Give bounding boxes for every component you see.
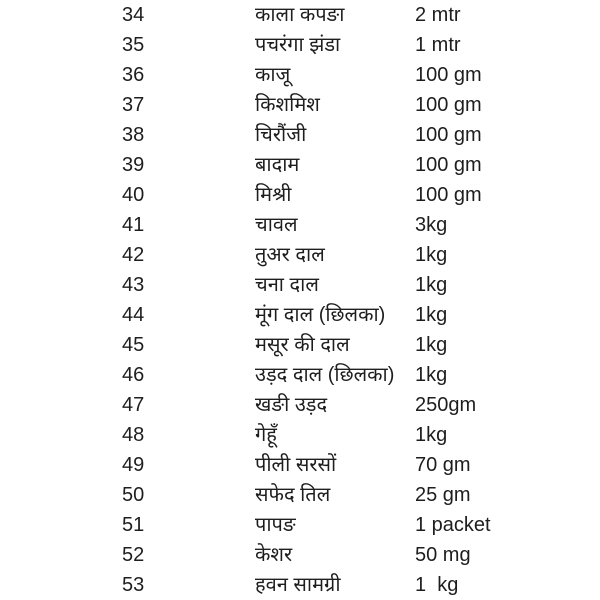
- table-row: [0, 90, 600, 120]
- item-name-cell: काला कपङा: [255, 4, 345, 26]
- table-row: [0, 180, 600, 210]
- item-quantity-cell: 100 gm: [415, 154, 482, 176]
- table-row: [0, 0, 600, 30]
- item-quantity-cell: 100 gm: [415, 124, 482, 146]
- item-name-cell: केशर: [255, 544, 293, 566]
- table-row: [0, 480, 600, 510]
- serial-number-cell: 44: [122, 304, 145, 326]
- item-quantity-cell: 25 gm: [415, 484, 471, 506]
- serial-number-cell: 42: [122, 244, 145, 266]
- item-name-cell: चिरौंजी: [255, 124, 307, 146]
- item-name-cell: किशमिश: [255, 94, 320, 116]
- serial-number-cell: 41: [122, 214, 145, 236]
- table-row: [0, 30, 600, 60]
- item-name-cell: काजू: [255, 64, 291, 86]
- item-name-cell: खङी उड़द: [255, 394, 328, 416]
- item-name-cell: हवन सामग्री: [255, 574, 341, 596]
- item-quantity-cell: 1 mtr: [415, 34, 461, 56]
- item-name-cell: पीली सरसों: [255, 454, 337, 476]
- table-row: [0, 450, 600, 480]
- item-quantity-cell: 2 mtr: [415, 4, 461, 26]
- item-quantity-cell: 1kg: [415, 424, 448, 446]
- serial-number-cell: 53: [122, 574, 145, 596]
- table-row: [0, 540, 600, 570]
- item-quantity-cell: 1kg: [415, 304, 448, 326]
- serial-number-cell: 47: [122, 394, 145, 416]
- item-name-cell: पचरंगा झंडा: [255, 34, 341, 56]
- item-quantity-cell: 50 mg: [415, 544, 471, 566]
- table-row: [0, 390, 600, 420]
- item-quantity-cell: 1kg: [415, 334, 448, 356]
- table-row: [0, 420, 600, 450]
- serial-number-cell: 46: [122, 364, 145, 386]
- item-quantity-cell: 1kg: [415, 274, 448, 296]
- table-row: [0, 300, 600, 330]
- serial-number-cell: 43: [122, 274, 145, 296]
- serial-number-cell: 45: [122, 334, 145, 356]
- table-row: [0, 360, 600, 390]
- item-name-cell: तुअर दाल: [255, 244, 325, 266]
- item-quantity-cell: 1 kg: [415, 574, 459, 596]
- item-quantity-cell: 1kg: [415, 244, 448, 266]
- table-row: [0, 510, 600, 540]
- item-quantity-cell: 3kg: [415, 214, 448, 236]
- item-name-cell: उड़द दाल (छिलका): [255, 364, 395, 386]
- item-quantity-cell: 70 gm: [415, 454, 471, 476]
- serial-number-cell: 34: [122, 4, 145, 26]
- table-row: [0, 120, 600, 150]
- item-quantity-cell: 1 packet: [415, 514, 491, 536]
- serial-number-cell: 38: [122, 124, 145, 146]
- serial-number-cell: 51: [122, 514, 145, 536]
- serial-number-cell: 50: [122, 484, 145, 506]
- item-name-cell: चना दाल: [255, 274, 319, 296]
- serial-number-cell: 39: [122, 154, 145, 176]
- item-name-cell: सफेद तिल: [255, 484, 331, 506]
- item-quantity-cell: 100 gm: [415, 64, 482, 86]
- serial-number-cell: 36: [122, 64, 145, 86]
- serial-number-cell: 40: [122, 184, 145, 206]
- serial-number-cell: 35: [122, 34, 145, 56]
- item-name-cell: मूंग दाल (छिलका): [255, 304, 386, 326]
- item-quantity-cell: 100 gm: [415, 94, 482, 116]
- item-name-cell: गेहूँ: [255, 424, 277, 446]
- table-row: [0, 150, 600, 180]
- item-name-cell: चावल: [255, 214, 298, 236]
- table-row: [0, 330, 600, 360]
- item-quantity-cell: 250gm: [415, 394, 477, 416]
- item-quantity-cell: 1kg: [415, 364, 448, 386]
- item-name-cell: पापङ: [255, 514, 296, 536]
- serial-number-cell: 37: [122, 94, 145, 116]
- serial-number-cell: 52: [122, 544, 145, 566]
- item-quantity-cell: 100 gm: [415, 184, 482, 206]
- table-row: [0, 210, 600, 240]
- table-row: [0, 240, 600, 270]
- serial-number-cell: 49: [122, 454, 145, 476]
- item-name-cell: बादाम: [255, 154, 300, 176]
- table-row: [0, 270, 600, 300]
- table-row: [0, 60, 600, 90]
- serial-number-cell: 48: [122, 424, 145, 446]
- item-name-cell: मिश्री: [255, 184, 292, 206]
- table-row: [0, 570, 600, 600]
- item-name-cell: मसूर की दाल: [255, 334, 350, 356]
